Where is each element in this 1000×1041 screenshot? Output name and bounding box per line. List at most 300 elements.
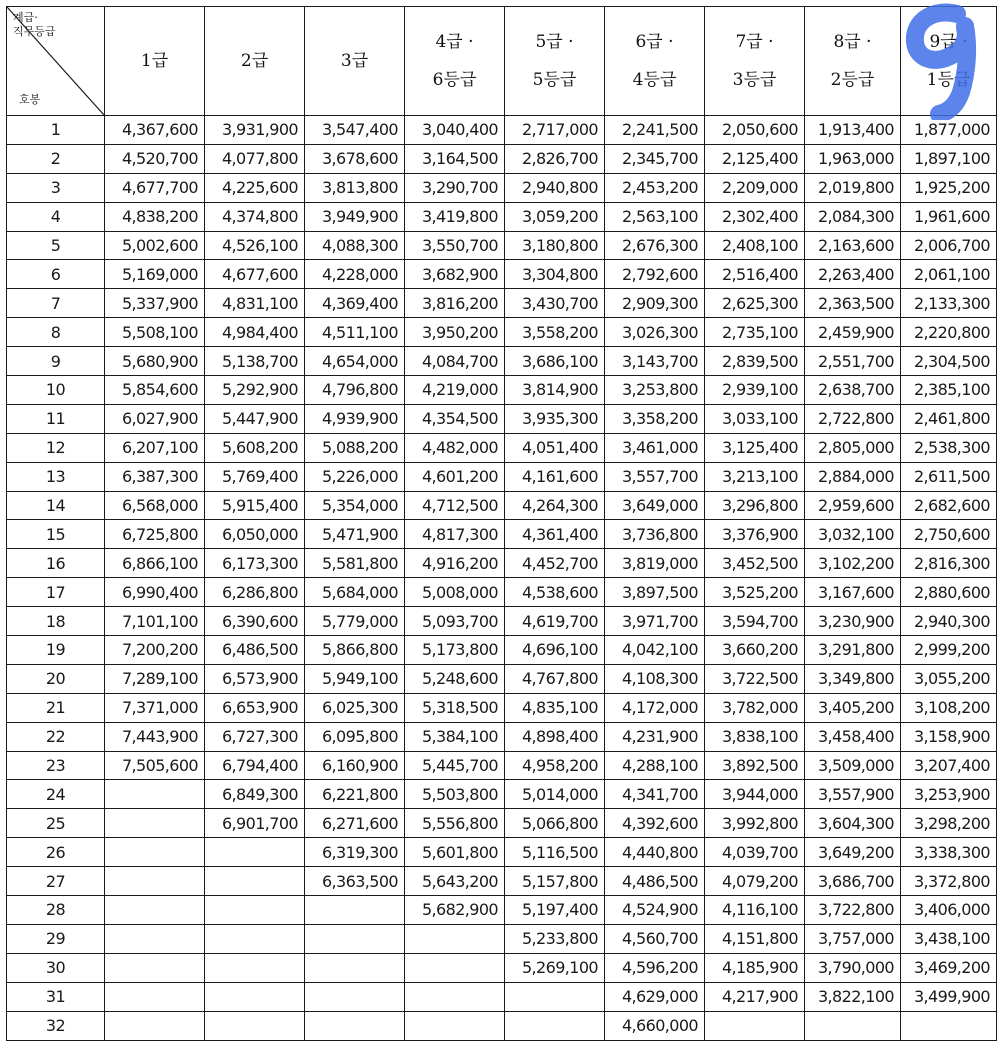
step-cell: 22 <box>7 722 105 751</box>
salary-cell: 6,286,800 <box>205 578 305 607</box>
salary-cell: 3,290,700 <box>405 173 505 202</box>
salary-cell: 5,088,200 <box>305 433 405 462</box>
salary-cell: 4,619,700 <box>505 607 605 636</box>
table-row <box>7 636 997 665</box>
salary-cell: 3,604,300 <box>805 809 901 838</box>
salary-table <box>6 6 997 1041</box>
step-cell: 16 <box>7 549 105 578</box>
salary-cell: 4,629,000 <box>605 982 705 1011</box>
salary-cell <box>105 838 205 867</box>
column-header-line2: 2등급 <box>830 70 875 90</box>
salary-cell: 3,649,200 <box>805 838 901 867</box>
salary-cell: 4,677,600 <box>205 260 305 289</box>
salary-cell: 5,066,800 <box>505 809 605 838</box>
table-row <box>7 693 997 722</box>
salary-cell: 5,173,800 <box>405 636 505 665</box>
salary-cell: 4,524,900 <box>605 896 705 925</box>
step-cell: 29 <box>7 924 105 953</box>
salary-cell: 2,625,300 <box>705 289 805 318</box>
salary-table-frame <box>6 6 996 1036</box>
salary-cell: 4,161,600 <box>505 462 605 491</box>
salary-cell: 3,950,200 <box>405 318 505 347</box>
salary-cell: 3,722,800 <box>805 896 901 925</box>
salary-cell: 3,558,200 <box>505 318 605 347</box>
column-header-line1: 2급 <box>240 51 269 71</box>
salary-cell: 3,594,700 <box>705 607 805 636</box>
table-row <box>7 202 997 231</box>
salary-cell <box>405 982 505 1011</box>
salary-cell: 6,866,100 <box>105 549 205 578</box>
salary-cell: 2,805,000 <box>805 433 901 462</box>
salary-cell: 5,601,800 <box>405 838 505 867</box>
salary-cell: 3,033,100 <box>705 404 805 433</box>
salary-cell: 3,419,800 <box>405 202 505 231</box>
salary-cell: 4,185,900 <box>705 953 805 982</box>
salary-cell <box>405 953 505 982</box>
salary-cell: 3,678,600 <box>305 144 405 173</box>
salary-cell: 4,039,700 <box>705 838 805 867</box>
table-row <box>7 347 997 376</box>
salary-cell: 3,304,800 <box>505 260 605 289</box>
step-cell: 15 <box>7 520 105 549</box>
table-row <box>7 809 997 838</box>
salary-cell: 3,143,700 <box>605 347 705 376</box>
salary-cell: 6,990,400 <box>105 578 205 607</box>
column-header <box>205 7 305 116</box>
step-cell: 31 <box>7 982 105 1011</box>
salary-cell: 3,892,500 <box>705 751 805 780</box>
salary-cell: 3,682,900 <box>405 260 505 289</box>
salary-cell: 2,676,300 <box>605 231 705 260</box>
salary-cell: 2,209,000 <box>705 173 805 202</box>
salary-cell: 2,408,100 <box>705 231 805 260</box>
salary-cell <box>105 982 205 1011</box>
salary-cell: 4,341,700 <box>605 780 705 809</box>
step-cell: 19 <box>7 636 105 665</box>
salary-cell: 3,452,500 <box>705 549 805 578</box>
salary-cell: 2,722,800 <box>805 404 901 433</box>
salary-cell: 4,767,800 <box>505 664 605 693</box>
column-header <box>305 7 405 116</box>
table-row <box>7 173 997 202</box>
salary-cell: 3,405,200 <box>805 693 901 722</box>
salary-cell: 2,792,600 <box>605 260 705 289</box>
salary-cell: 4,084,700 <box>405 347 505 376</box>
salary-cell <box>305 982 405 1011</box>
salary-cell: 4,228,000 <box>305 260 405 289</box>
table-row <box>7 116 997 145</box>
salary-cell: 5,581,800 <box>305 549 405 578</box>
table-row <box>7 433 997 462</box>
salary-cell: 3,349,800 <box>805 664 901 693</box>
salary-cell: 3,461,000 <box>605 433 705 462</box>
salary-cell: 4,482,000 <box>405 433 505 462</box>
salary-cell: 2,453,200 <box>605 173 705 202</box>
salary-cell: 1,961,600 <box>901 202 997 231</box>
salary-cell <box>105 809 205 838</box>
salary-cell <box>505 982 605 1011</box>
salary-cell: 5,508,100 <box>105 318 205 347</box>
salary-cell: 3,406,000 <box>901 896 997 925</box>
column-header-line2: 6등급 <box>432 70 477 90</box>
table-row <box>7 578 997 607</box>
salary-cell: 4,596,200 <box>605 953 705 982</box>
salary-cell: 5,608,200 <box>205 433 305 462</box>
salary-cell: 6,486,500 <box>205 636 305 665</box>
salary-cell: 4,796,800 <box>305 376 405 405</box>
salary-cell: 4,838,200 <box>105 202 205 231</box>
salary-cell: 4,042,100 <box>605 636 705 665</box>
salary-cell: 2,461,800 <box>901 404 997 433</box>
column-header <box>505 7 605 116</box>
salary-cell: 3,736,800 <box>605 520 705 549</box>
table-row <box>7 318 997 347</box>
corner-label-step: 호봉 <box>19 93 41 106</box>
salary-cell: 3,253,900 <box>901 780 997 809</box>
salary-cell: 5,233,800 <box>505 924 605 953</box>
salary-cell <box>205 867 305 896</box>
salary-cell: 2,363,500 <box>805 289 901 318</box>
salary-cell: 4,677,700 <box>105 173 205 202</box>
salary-cell: 4,369,400 <box>305 289 405 318</box>
salary-cell: 4,831,100 <box>205 289 305 318</box>
salary-cell: 6,573,900 <box>205 664 305 693</box>
column-header <box>901 7 997 116</box>
step-cell: 10 <box>7 376 105 405</box>
salary-cell: 4,392,600 <box>605 809 705 838</box>
salary-cell: 4,712,500 <box>405 491 505 520</box>
salary-cell: 2,061,100 <box>901 260 997 289</box>
salary-cell: 5,779,000 <box>305 607 405 636</box>
step-cell: 32 <box>7 1011 105 1040</box>
salary-cell <box>305 896 405 925</box>
salary-cell: 4,077,800 <box>205 144 305 173</box>
table-row <box>7 404 997 433</box>
salary-cell: 1,877,000 <box>901 116 997 145</box>
salary-cell: 6,849,300 <box>205 780 305 809</box>
salary-cell: 3,499,900 <box>901 982 997 1011</box>
salary-cell: 2,940,300 <box>901 607 997 636</box>
salary-cell: 5,866,800 <box>305 636 405 665</box>
corner-label-top <box>13 11 56 39</box>
salary-cell: 2,241,500 <box>605 116 705 145</box>
table-row <box>7 982 997 1011</box>
salary-cell: 4,526,100 <box>205 231 305 260</box>
salary-cell: 3,757,000 <box>805 924 901 953</box>
step-cell: 25 <box>7 809 105 838</box>
salary-cell: 3,660,200 <box>705 636 805 665</box>
salary-cell: 3,469,200 <box>901 953 997 982</box>
salary-cell: 3,125,400 <box>705 433 805 462</box>
salary-cell: 2,263,400 <box>805 260 901 289</box>
salary-cell: 3,813,800 <box>305 173 405 202</box>
salary-cell: 5,226,000 <box>305 462 405 491</box>
salary-cell: 3,207,400 <box>901 751 997 780</box>
step-cell: 14 <box>7 491 105 520</box>
salary-cell: 2,999,200 <box>901 636 997 665</box>
salary-cell: 2,006,700 <box>901 231 997 260</box>
salary-cell: 2,880,600 <box>901 578 997 607</box>
salary-cell: 5,337,900 <box>105 289 205 318</box>
column-header <box>805 7 901 116</box>
salary-cell: 3,822,100 <box>805 982 901 1011</box>
step-cell: 11 <box>7 404 105 433</box>
salary-cell: 4,440,800 <box>605 838 705 867</box>
column-header-line1: 1급 <box>140 51 169 71</box>
salary-cell: 3,649,000 <box>605 491 705 520</box>
salary-cell: 5,269,100 <box>505 953 605 982</box>
salary-cell: 4,486,500 <box>605 867 705 896</box>
salary-cell: 2,163,600 <box>805 231 901 260</box>
salary-cell: 6,221,800 <box>305 780 405 809</box>
salary-cell: 4,354,500 <box>405 404 505 433</box>
step-cell: 5 <box>7 231 105 260</box>
salary-cell: 7,371,000 <box>105 693 205 722</box>
salary-cell: 3,213,100 <box>705 462 805 491</box>
salary-cell: 4,219,000 <box>405 376 505 405</box>
salary-cell: 3,722,500 <box>705 664 805 693</box>
salary-cell: 3,358,200 <box>605 404 705 433</box>
salary-cell <box>205 982 305 1011</box>
salary-cell: 5,292,900 <box>205 376 305 405</box>
salary-cell: 2,909,300 <box>605 289 705 318</box>
salary-cell: 4,264,300 <box>505 491 605 520</box>
salary-cell: 7,101,100 <box>105 607 205 636</box>
step-cell: 12 <box>7 433 105 462</box>
salary-cell: 5,014,000 <box>505 780 605 809</box>
salary-cell: 4,654,000 <box>305 347 405 376</box>
step-cell: 20 <box>7 664 105 693</box>
step-cell: 7 <box>7 289 105 318</box>
salary-cell: 5,682,900 <box>405 896 505 925</box>
salary-cell: 5,008,000 <box>405 578 505 607</box>
salary-cell: 3,338,300 <box>901 838 997 867</box>
salary-cell: 4,817,300 <box>405 520 505 549</box>
salary-cell: 5,949,100 <box>305 664 405 693</box>
step-cell: 30 <box>7 953 105 982</box>
salary-cell: 3,557,700 <box>605 462 705 491</box>
salary-cell: 6,653,900 <box>205 693 305 722</box>
salary-cell: 3,525,200 <box>705 578 805 607</box>
salary-cell: 3,897,500 <box>605 578 705 607</box>
salary-cell: 6,794,400 <box>205 751 305 780</box>
salary-cell: 3,814,900 <box>505 376 605 405</box>
salary-cell: 3,992,800 <box>705 809 805 838</box>
column-header <box>605 7 705 116</box>
salary-cell: 3,253,800 <box>605 376 705 405</box>
salary-cell: 2,516,400 <box>705 260 805 289</box>
salary-cell: 5,769,400 <box>205 462 305 491</box>
column-header <box>405 7 505 116</box>
column-header-line2: 5등급 <box>532 70 577 90</box>
salary-cell: 5,445,700 <box>405 751 505 780</box>
step-cell: 28 <box>7 896 105 925</box>
step-cell: 23 <box>7 751 105 780</box>
salary-cell: 2,345,700 <box>605 144 705 173</box>
salary-cell: 5,854,600 <box>105 376 205 405</box>
salary-cell: 3,816,200 <box>405 289 505 318</box>
step-cell: 17 <box>7 578 105 607</box>
step-cell: 24 <box>7 780 105 809</box>
salary-cell: 6,568,000 <box>105 491 205 520</box>
salary-cell <box>205 924 305 953</box>
salary-cell: 4,367,600 <box>105 116 205 145</box>
step-cell: 4 <box>7 202 105 231</box>
salary-cell: 1,897,100 <box>901 144 997 173</box>
salary-cell: 6,727,300 <box>205 722 305 751</box>
salary-cell: 3,296,800 <box>705 491 805 520</box>
column-header-line2: 4등급 <box>632 70 677 90</box>
salary-cell: 2,125,400 <box>705 144 805 173</box>
salary-cell: 2,638,700 <box>805 376 901 405</box>
step-cell: 1 <box>7 116 105 145</box>
salary-cell: 4,361,400 <box>505 520 605 549</box>
salary-cell: 5,169,000 <box>105 260 205 289</box>
salary-cell: 4,511,100 <box>305 318 405 347</box>
salary-cell: 3,102,200 <box>805 549 901 578</box>
salary-cell: 7,505,600 <box>105 751 205 780</box>
salary-cell: 4,601,200 <box>405 462 505 491</box>
column-header-line1: 4급 · <box>435 32 474 52</box>
salary-cell: 3,550,700 <box>405 231 505 260</box>
table-row <box>7 867 997 896</box>
salary-cell: 4,538,600 <box>505 578 605 607</box>
salary-cell: 5,384,100 <box>405 722 505 751</box>
column-header-line1: 9급 · <box>929 32 968 52</box>
salary-cell: 4,079,200 <box>705 867 805 896</box>
column-header-line1: 7급 · <box>735 32 774 52</box>
salary-cell <box>105 924 205 953</box>
salary-cell: 6,271,600 <box>305 809 405 838</box>
column-header-line1: 5급 · <box>535 32 574 52</box>
table-row <box>7 607 997 636</box>
corner-label-grade: 직무등급 <box>13 25 56 38</box>
salary-cell: 5,116,500 <box>505 838 605 867</box>
salary-cell: 3,291,800 <box>805 636 901 665</box>
salary-cell <box>305 953 405 982</box>
step-cell: 9 <box>7 347 105 376</box>
table-row <box>7 838 997 867</box>
salary-cell: 1,925,200 <box>901 173 997 202</box>
step-cell: 18 <box>7 607 105 636</box>
table-row <box>7 751 997 780</box>
salary-cell: 4,172,000 <box>605 693 705 722</box>
salary-cell: 6,027,900 <box>105 404 205 433</box>
salary-cell <box>405 924 505 953</box>
salary-cell: 2,385,100 <box>901 376 997 405</box>
header-row <box>7 7 997 116</box>
salary-cell: 2,019,800 <box>805 173 901 202</box>
salary-cell: 6,173,300 <box>205 549 305 578</box>
table-row <box>7 664 997 693</box>
salary-cell: 5,157,800 <box>505 867 605 896</box>
salary-cell: 5,680,900 <box>105 347 205 376</box>
salary-cell: 4,835,100 <box>505 693 605 722</box>
salary-cell: 5,248,600 <box>405 664 505 693</box>
salary-cell: 4,984,400 <box>205 318 305 347</box>
salary-cell: 2,538,300 <box>901 433 997 462</box>
table-row <box>7 289 997 318</box>
salary-cell: 2,940,800 <box>505 173 605 202</box>
salary-cell: 3,790,000 <box>805 953 901 982</box>
salary-cell: 4,939,900 <box>305 404 405 433</box>
salary-cell: 2,682,600 <box>901 491 997 520</box>
salary-cell: 7,289,100 <box>105 664 205 693</box>
salary-cell: 4,452,700 <box>505 549 605 578</box>
salary-cell: 4,288,100 <box>605 751 705 780</box>
salary-cell: 5,915,400 <box>205 491 305 520</box>
salary-cell: 5,093,700 <box>405 607 505 636</box>
table-row <box>7 549 997 578</box>
salary-cell: 3,164,500 <box>405 144 505 173</box>
column-header-line2: 1등급 <box>926 70 971 90</box>
table-row <box>7 722 997 751</box>
salary-cell: 4,151,800 <box>705 924 805 953</box>
salary-cell: 2,939,100 <box>705 376 805 405</box>
step-cell: 6 <box>7 260 105 289</box>
salary-cell: 2,735,100 <box>705 318 805 347</box>
column-header <box>105 7 205 116</box>
salary-cell: 5,197,400 <box>505 896 605 925</box>
salary-cell: 6,390,600 <box>205 607 305 636</box>
salary-cell: 2,220,800 <box>901 318 997 347</box>
salary-cell: 3,430,700 <box>505 289 605 318</box>
salary-cell: 1,963,000 <box>805 144 901 173</box>
salary-cell: 4,898,400 <box>505 722 605 751</box>
salary-cell <box>105 953 205 982</box>
salary-cell: 2,839,500 <box>705 347 805 376</box>
salary-cell: 5,318,500 <box>405 693 505 722</box>
salary-cell: 3,458,400 <box>805 722 901 751</box>
salary-cell: 4,088,300 <box>305 231 405 260</box>
table-row <box>7 491 997 520</box>
salary-cell: 2,133,300 <box>901 289 997 318</box>
salary-cell: 2,304,500 <box>901 347 997 376</box>
salary-cell: 5,447,900 <box>205 404 305 433</box>
table-row <box>7 462 997 491</box>
salary-cell: 3,438,100 <box>901 924 997 953</box>
salary-cell: 3,372,800 <box>901 867 997 896</box>
salary-cell: 6,050,000 <box>205 520 305 549</box>
salary-cell: 3,230,900 <box>805 607 901 636</box>
salary-cell: 4,560,700 <box>605 924 705 953</box>
salary-cell: 2,816,300 <box>901 549 997 578</box>
salary-cell: 2,563,100 <box>605 202 705 231</box>
salary-cell: 3,971,700 <box>605 607 705 636</box>
salary-cell: 4,051,400 <box>505 433 605 462</box>
salary-cell: 3,158,900 <box>901 722 997 751</box>
salary-cell <box>205 953 305 982</box>
salary-cell: 4,217,900 <box>705 982 805 1011</box>
salary-cell: 6,095,800 <box>305 722 405 751</box>
salary-cell <box>205 838 305 867</box>
column-header-line1: 6급 · <box>635 32 674 52</box>
salary-cell: 6,207,100 <box>105 433 205 462</box>
salary-cell: 3,782,000 <box>705 693 805 722</box>
salary-cell: 3,949,900 <box>305 202 405 231</box>
column-header-line2: 3등급 <box>732 70 777 90</box>
salary-cell: 2,302,400 <box>705 202 805 231</box>
column-header <box>705 7 805 116</box>
salary-cell <box>305 924 405 953</box>
salary-cell: 3,026,300 <box>605 318 705 347</box>
salary-cell: 2,826,700 <box>505 144 605 173</box>
table-row <box>7 896 997 925</box>
salary-cell: 6,025,300 <box>305 693 405 722</box>
step-cell: 3 <box>7 173 105 202</box>
table-row <box>7 376 997 405</box>
salary-cell: 3,055,200 <box>901 664 997 693</box>
